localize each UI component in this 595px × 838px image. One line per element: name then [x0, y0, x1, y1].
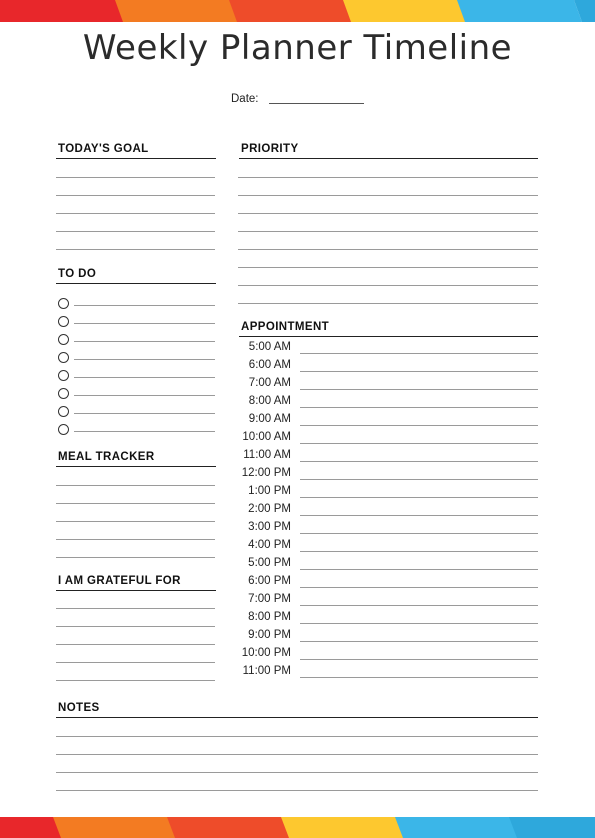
- appointment-line[interactable]: [300, 407, 538, 408]
- stripe-segment-orange: [115, 0, 240, 22]
- appointment-time-label: 9:00 AM: [248, 413, 291, 425]
- appointment-line[interactable]: [300, 587, 538, 588]
- meal-line[interactable]: [56, 521, 215, 522]
- appointment-time-label: 5:00 AM: [248, 341, 291, 353]
- priority-line[interactable]: [238, 249, 538, 250]
- todo-checkbox[interactable]: [58, 352, 69, 363]
- appointment-time-label: 6:00 PM: [248, 575, 291, 587]
- appointment-line[interactable]: [300, 605, 538, 606]
- grateful-line[interactable]: [56, 662, 215, 663]
- appointment-time-label: 1:00 PM: [248, 485, 291, 497]
- appointment-time-label: 2:00 PM: [248, 503, 291, 515]
- priority-heading: PRIORITY: [239, 143, 538, 159]
- goal-line[interactable]: [56, 213, 215, 214]
- appointment-line[interactable]: [300, 677, 538, 678]
- page-title: Weekly Planner Timeline: [82, 28, 513, 68]
- priority-line[interactable]: [238, 195, 538, 196]
- notes-line[interactable]: [56, 736, 538, 737]
- meal-line[interactable]: [56, 539, 215, 540]
- todo-checkbox[interactable]: [58, 334, 69, 345]
- appointment-time-label: 12:00 PM: [241, 467, 291, 479]
- notes-line[interactable]: [56, 772, 538, 773]
- appointment-time-label: 7:00 PM: [248, 593, 291, 605]
- todo-checkbox[interactable]: [58, 424, 69, 435]
- appointment-time-label: 8:00 AM: [248, 395, 291, 407]
- stripe-segment-blue: [395, 817, 520, 838]
- todo-line[interactable]: [74, 413, 215, 414]
- priority-line[interactable]: [238, 177, 538, 178]
- goal-line[interactable]: [56, 231, 215, 232]
- stripe-segment-yellow: [281, 817, 406, 838]
- priority-line[interactable]: [238, 267, 538, 268]
- todo-line[interactable]: [74, 305, 215, 306]
- appointment-time-label: 9:00 PM: [248, 629, 291, 641]
- priority-line[interactable]: [238, 285, 538, 286]
- grateful-line[interactable]: [56, 644, 215, 645]
- appointment-line[interactable]: [300, 659, 538, 660]
- appointment-line[interactable]: [300, 425, 538, 426]
- goal-line[interactable]: [56, 195, 215, 196]
- todo-checkbox[interactable]: [58, 388, 69, 399]
- grateful-line[interactable]: [56, 680, 215, 681]
- appointment-time-label: 7:00 AM: [248, 377, 291, 389]
- date-field[interactable]: [231, 93, 259, 105]
- stripe-segment-red: [0, 0, 126, 22]
- todays-goal-heading: TODAY'S GOAL: [56, 143, 216, 159]
- appointment-line[interactable]: [300, 371, 538, 372]
- appointment-time-label: 5:00 PM: [248, 557, 291, 569]
- appointment-line[interactable]: [300, 497, 538, 498]
- meal-line[interactable]: [56, 557, 215, 558]
- appointment-line[interactable]: [300, 443, 538, 444]
- grateful-line[interactable]: [56, 608, 215, 609]
- notes-heading: NOTES: [56, 702, 538, 718]
- meal-line[interactable]: [56, 503, 215, 504]
- appointment-time-label: 3:00 PM: [248, 521, 291, 533]
- goal-line[interactable]: [56, 177, 215, 178]
- appointment-time-label: 8:00 PM: [248, 611, 291, 623]
- bottom-stripe-graphic: [0, 817, 595, 838]
- appointment-time-label: 4:00 PM: [248, 539, 291, 551]
- priority-line[interactable]: [238, 231, 538, 232]
- todo-line[interactable]: [74, 359, 215, 360]
- notes-line[interactable]: [56, 790, 538, 791]
- appointment-line[interactable]: [300, 479, 538, 480]
- todo-checkbox[interactable]: [58, 406, 69, 417]
- appointment-time-label: 6:00 AM: [248, 359, 291, 371]
- bottom-color-stripe: [0, 817, 595, 838]
- stripe-segment-orange: [53, 817, 178, 838]
- appointment-line[interactable]: [300, 515, 538, 516]
- appointment-line[interactable]: [300, 389, 538, 390]
- appointment-line[interactable]: [300, 641, 538, 642]
- appointment-line[interactable]: [300, 353, 538, 354]
- appointment-line[interactable]: [300, 461, 538, 462]
- appointment-line[interactable]: [300, 551, 538, 552]
- todo-checkbox[interactable]: [58, 370, 69, 381]
- appointment-line[interactable]: [300, 569, 538, 570]
- date-label: Date:: [231, 93, 259, 105]
- top-stripe-graphic: [0, 0, 595, 22]
- appointment-line[interactable]: [300, 533, 538, 534]
- appointment-line[interactable]: [300, 623, 538, 624]
- todo-checkbox[interactable]: [58, 298, 69, 309]
- priority-line[interactable]: [238, 303, 538, 304]
- appointment-time-label: 11:00 PM: [242, 665, 291, 677]
- todo-line[interactable]: [74, 323, 215, 324]
- grateful-line[interactable]: [56, 626, 215, 627]
- appointment-time-label: 11:00 AM: [243, 449, 291, 461]
- todo-line[interactable]: [74, 341, 215, 342]
- stripe-segment-red-orange: [167, 817, 292, 838]
- date-line[interactable]: [269, 103, 364, 104]
- todo-line[interactable]: [74, 395, 215, 396]
- appointment-time-label: 10:00 PM: [241, 647, 291, 659]
- priority-line[interactable]: [238, 213, 538, 214]
- grateful-heading: I AM GRATEFUL FOR: [56, 575, 216, 591]
- appointment-heading: APPOINTMENT: [239, 321, 538, 337]
- goal-line[interactable]: [56, 249, 215, 250]
- todo-line[interactable]: [74, 431, 215, 432]
- stripe-segment-red-orange: [229, 0, 354, 22]
- top-color-stripe: [0, 0, 595, 22]
- todo-checkbox[interactable]: [58, 316, 69, 327]
- stripe-segment-blue-end: [509, 817, 595, 838]
- meal-line[interactable]: [56, 485, 215, 486]
- todo-line[interactable]: [74, 377, 215, 378]
- notes-line[interactable]: [56, 754, 538, 755]
- stripe-segment-yellow: [343, 0, 468, 22]
- todo-heading: TO DO: [56, 268, 216, 284]
- stripe-segment-blue: [457, 0, 582, 22]
- meal-tracker-heading: MEAL TRACKER: [56, 451, 216, 467]
- appointment-time-label: 10:00 AM: [242, 431, 291, 443]
